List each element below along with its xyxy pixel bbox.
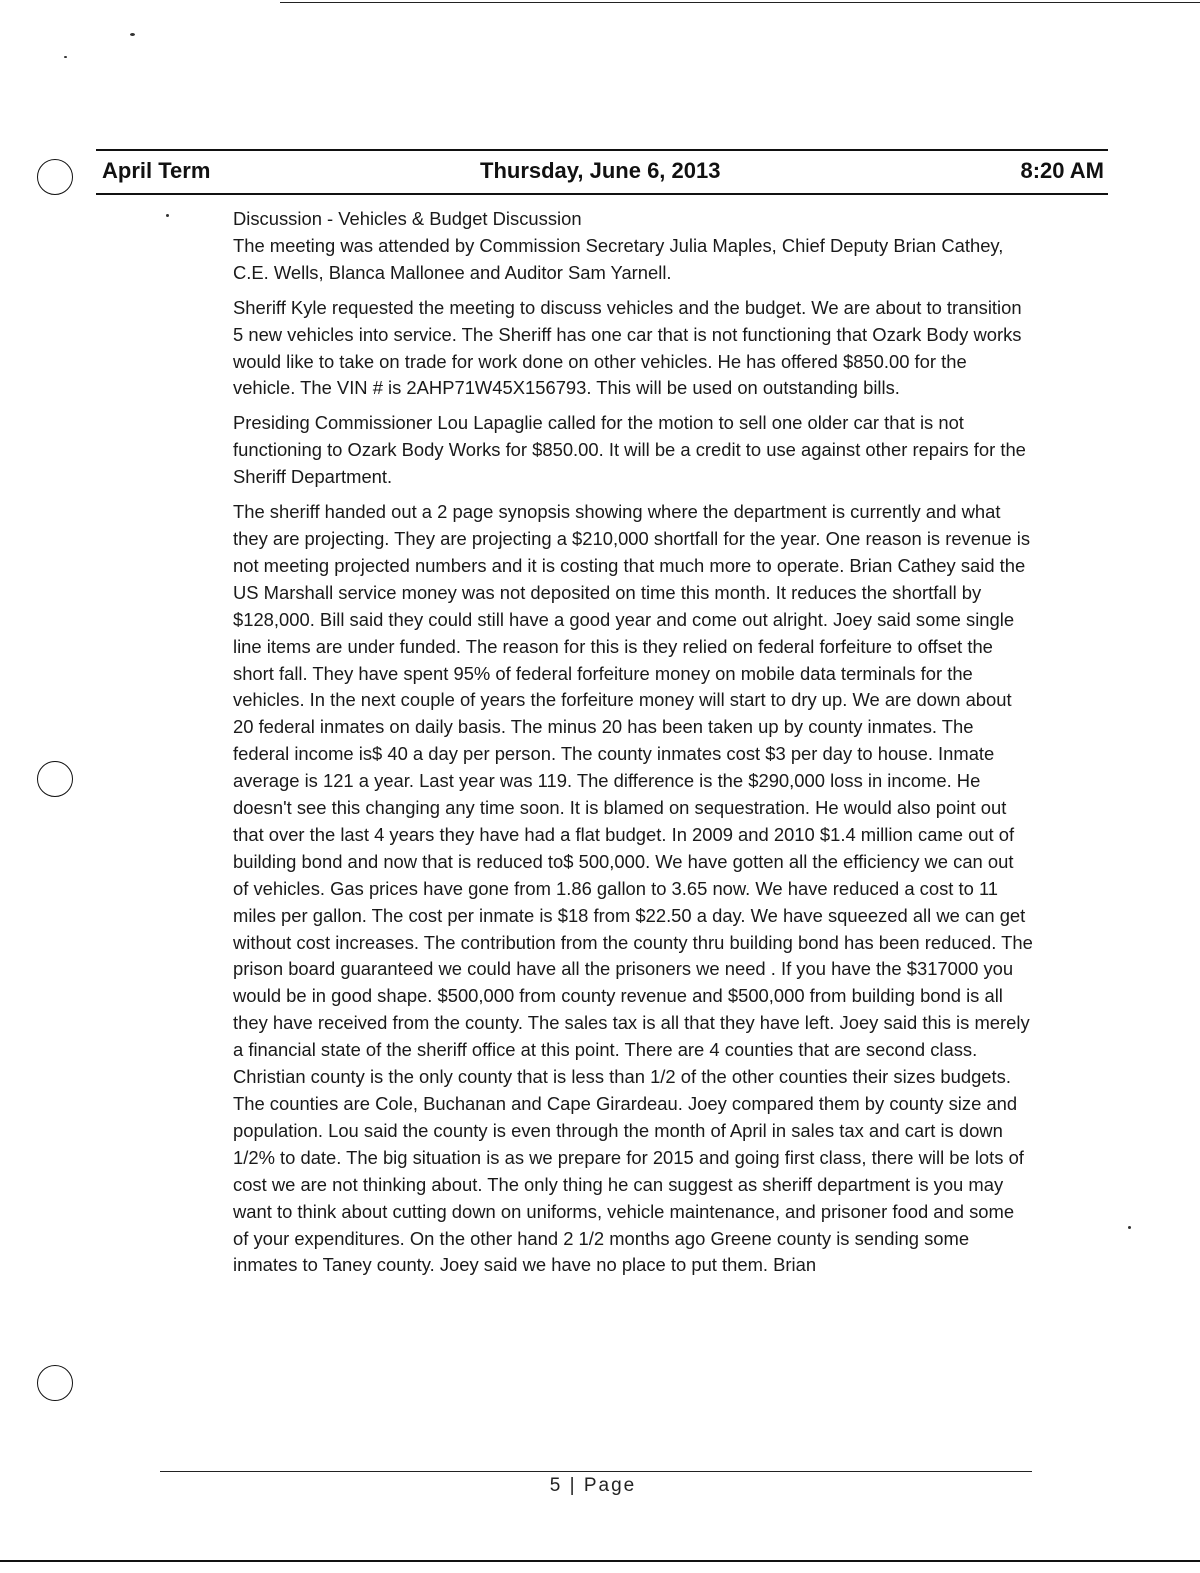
scan-bottom-edge-line	[0, 1560, 1200, 1562]
header-rule-top	[96, 149, 1108, 151]
page-number: 5 | Page	[549, 1475, 637, 1496]
motion-paragraph: Presiding Commissioner Lou Lapaglie called for the motion to sell one older car that is not functioning to Ozark Body Works for $850.00. It will be a credit to use against other repairs for the Sheriff Department.	[233, 412, 1026, 488]
scan-speck	[1128, 1226, 1131, 1229]
attendance-text: The meeting was attended by Commission Secretary Julia Maples, Chief Deputy Brian Cathey, C.E. Wells, Blanca Mallonee and Auditor Sam Yarnell.	[233, 234, 1004, 283]
header-rule-bottom	[96, 193, 1108, 195]
binder-hole-middle	[37, 761, 73, 797]
meeting-date: Thursday, June 6, 2013	[480, 158, 721, 183]
term-label: April Term	[102, 158, 211, 183]
scan-top-edge-line	[280, 2, 1200, 3]
minutes-body	[233, 206, 1033, 1287]
discussion-heading: Discussion - Vehicles & Budget Discussion	[233, 208, 582, 229]
scan-speck	[130, 33, 135, 36]
footer-rule	[160, 1471, 1032, 1472]
binder-hole-bottom	[37, 1365, 73, 1401]
budget-paragraph: The sheriff handed out a 2 page synopsis showing where the department is currently and what they are projecting. They are projecting a $210,000 shortfall for the year. One reason is revenue is not meeting projected numbers and it is costing that much more to operate. Brian Cathey said the US Marshall service money was not deposited on time this month. It reduces the shortfall by $128,000. Bill said they could still have a good year and come out alright. Joey said some single line items are under funded. The reason for this is they relied on federal forfeiture to offset the short fall. They have spent 95% of federal forfeiture money on mobile data terminals for the vehicles. In the next couple of years the forfeiture money will start to dry up. We are down about 20 federal inmates on daily basis. The minus 20 has been taken up by county inmates. The federal income is$ 40 a day per person. The county inmates cost $3 per day to house. Inmate average is 121 a year. Last year was 119. The difference is the $290,000 loss in income. He doesn't see this changing any time soon. It is blamed on sequestration. He would also point out that over the last 4 years they have had a flat budget. In 2009 and 2010 $1.4 million came out of building bond and now that is reduced to$ 500,000. We have gotten all the efficiency we can out of vehicles. Gas prices have gone from 1.86 gallon to 3.65 now. We have reduced a cost to 11 miles per gallon. The cost per inmate is $18 from $22.50 a day. We have squeezed all we can get without cost increases. The contribution from the county thru building bond has been reduced. The prison board guaranteed we could have all the prisoners we need . If you have the $317000 you would be in good shape. $500,000 from county revenue and $500,000 from building bond is all they have received from the county. The sales tax is all that they have left. Joey said this is merely a financial state of the sheriff office at this point. There are 4 counties that are second class. Christian county is the only county that is less than 1/2 of the other counties their sizes budgets. The counties are Cole, Buchanan and Cape Girardeau. Joey compared them by county size and population. Lou said the county is even through the month of April in sales tax and cart is down 1/2% to date. The big situation is as we prepare for 2015 and going first class, there will be lots of cost we are not thinking about. The only thing he can suggest as sheriff department is you may want to think about cutting down on uniforms, vehicle maintenance, and prisoner food and some of your expenditures. On the other hand 2 1/2 months ago Greene county is sending some inmates to Taney county. Joey said we have no place to put them. Brian	[233, 501, 1033, 1276]
vehicle-trade-paragraph: Sheriff Kyle requested the meeting to discuss vehicles and the budget. We are about to transition 5 new vehicles into service. The Sheriff has one car that is not functioning that Ozark Body works would like to take on trade for work done on other vehicles. He has offered $850.00 for the vehicle. The VIN # is 2AHP71W45X156793. This will be used on outstanding bills.	[233, 296, 1022, 399]
discussion-block	[233, 206, 1033, 287]
scan-speck	[166, 214, 169, 217]
binder-hole-top	[37, 159, 73, 195]
meeting-time: 8:20 AM	[1020, 158, 1104, 183]
scan-speck	[64, 56, 67, 58]
